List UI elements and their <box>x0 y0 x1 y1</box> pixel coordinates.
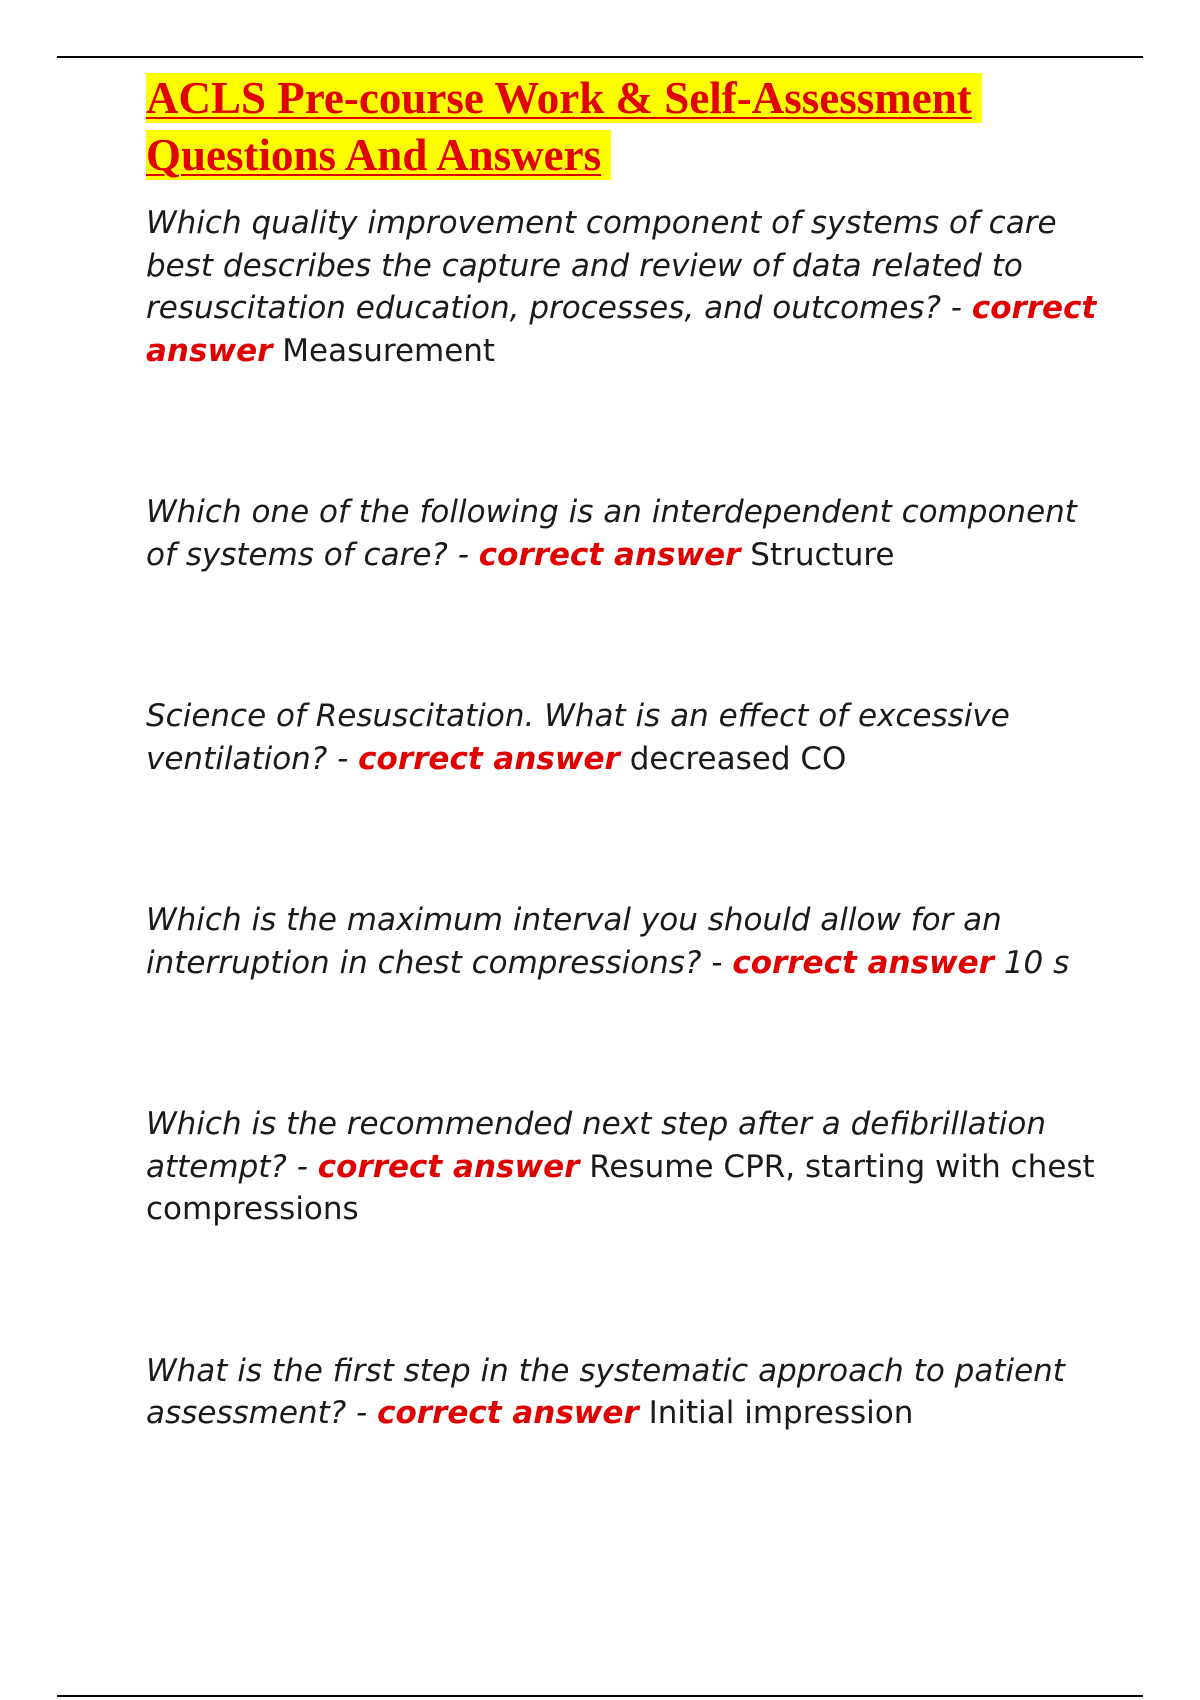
question-text: Which quality improvement component of systems of care best describes the capture and review of data related to resuscitation education, processes, and outcomes? - <box>146 205 1057 326</box>
question-text: Which one of the following is an interdependent component of systems of care? - <box>146 494 1077 573</box>
title-line-2: Questions And Answers <box>146 130 611 180</box>
question-text: Science of Resuscitation. What is an effect of excessive ventilation? - <box>146 698 1010 777</box>
answer-text: decreased CO <box>629 740 847 777</box>
answer-text: 10 s <box>1003 944 1070 981</box>
title-line-1: ACLS Pre-course Work & Self-Assessment <box>146 73 982 123</box>
document-body <box>146 70 1106 1435</box>
answer-text: Initial impression <box>648 1395 914 1431</box>
qa-list <box>146 202 1106 1435</box>
correct-answer-marker: correct answer <box>358 740 620 777</box>
qa-item-6 <box>146 1350 1106 1435</box>
question-text: What is the first step in the systematic approach to patient assessment? - <box>146 1352 1065 1431</box>
answer-text: Measurement <box>282 332 496 369</box>
qa-item-4 <box>146 899 1106 984</box>
qa-item-1 <box>146 202 1106 372</box>
document-title <box>146 70 1106 184</box>
correct-answer-marker: correct answer <box>146 290 1097 369</box>
qa-item-5 <box>146 1103 1106 1231</box>
qa-item-3 <box>146 695 1106 780</box>
correct-answer-marker: correct answer <box>732 944 994 981</box>
question-text: Which is the maximum interval you should allow for an interruption in chest compressions? - <box>146 902 1002 981</box>
question-text: Which is the recommended next step after a defibrillation attempt? - <box>146 1106 1047 1185</box>
correct-answer-marker: correct answer <box>317 1148 580 1185</box>
top-divider <box>57 56 1143 58</box>
answer-text: Resume CPR, starting with chest compressions <box>146 1148 1095 1227</box>
answer-text: Structure <box>750 536 895 573</box>
qa-item-2 <box>146 491 1106 576</box>
correct-answer-marker: correct answer <box>377 1395 639 1431</box>
correct-answer-marker: correct answer <box>478 536 741 573</box>
bottom-divider <box>57 1695 1143 1697</box>
